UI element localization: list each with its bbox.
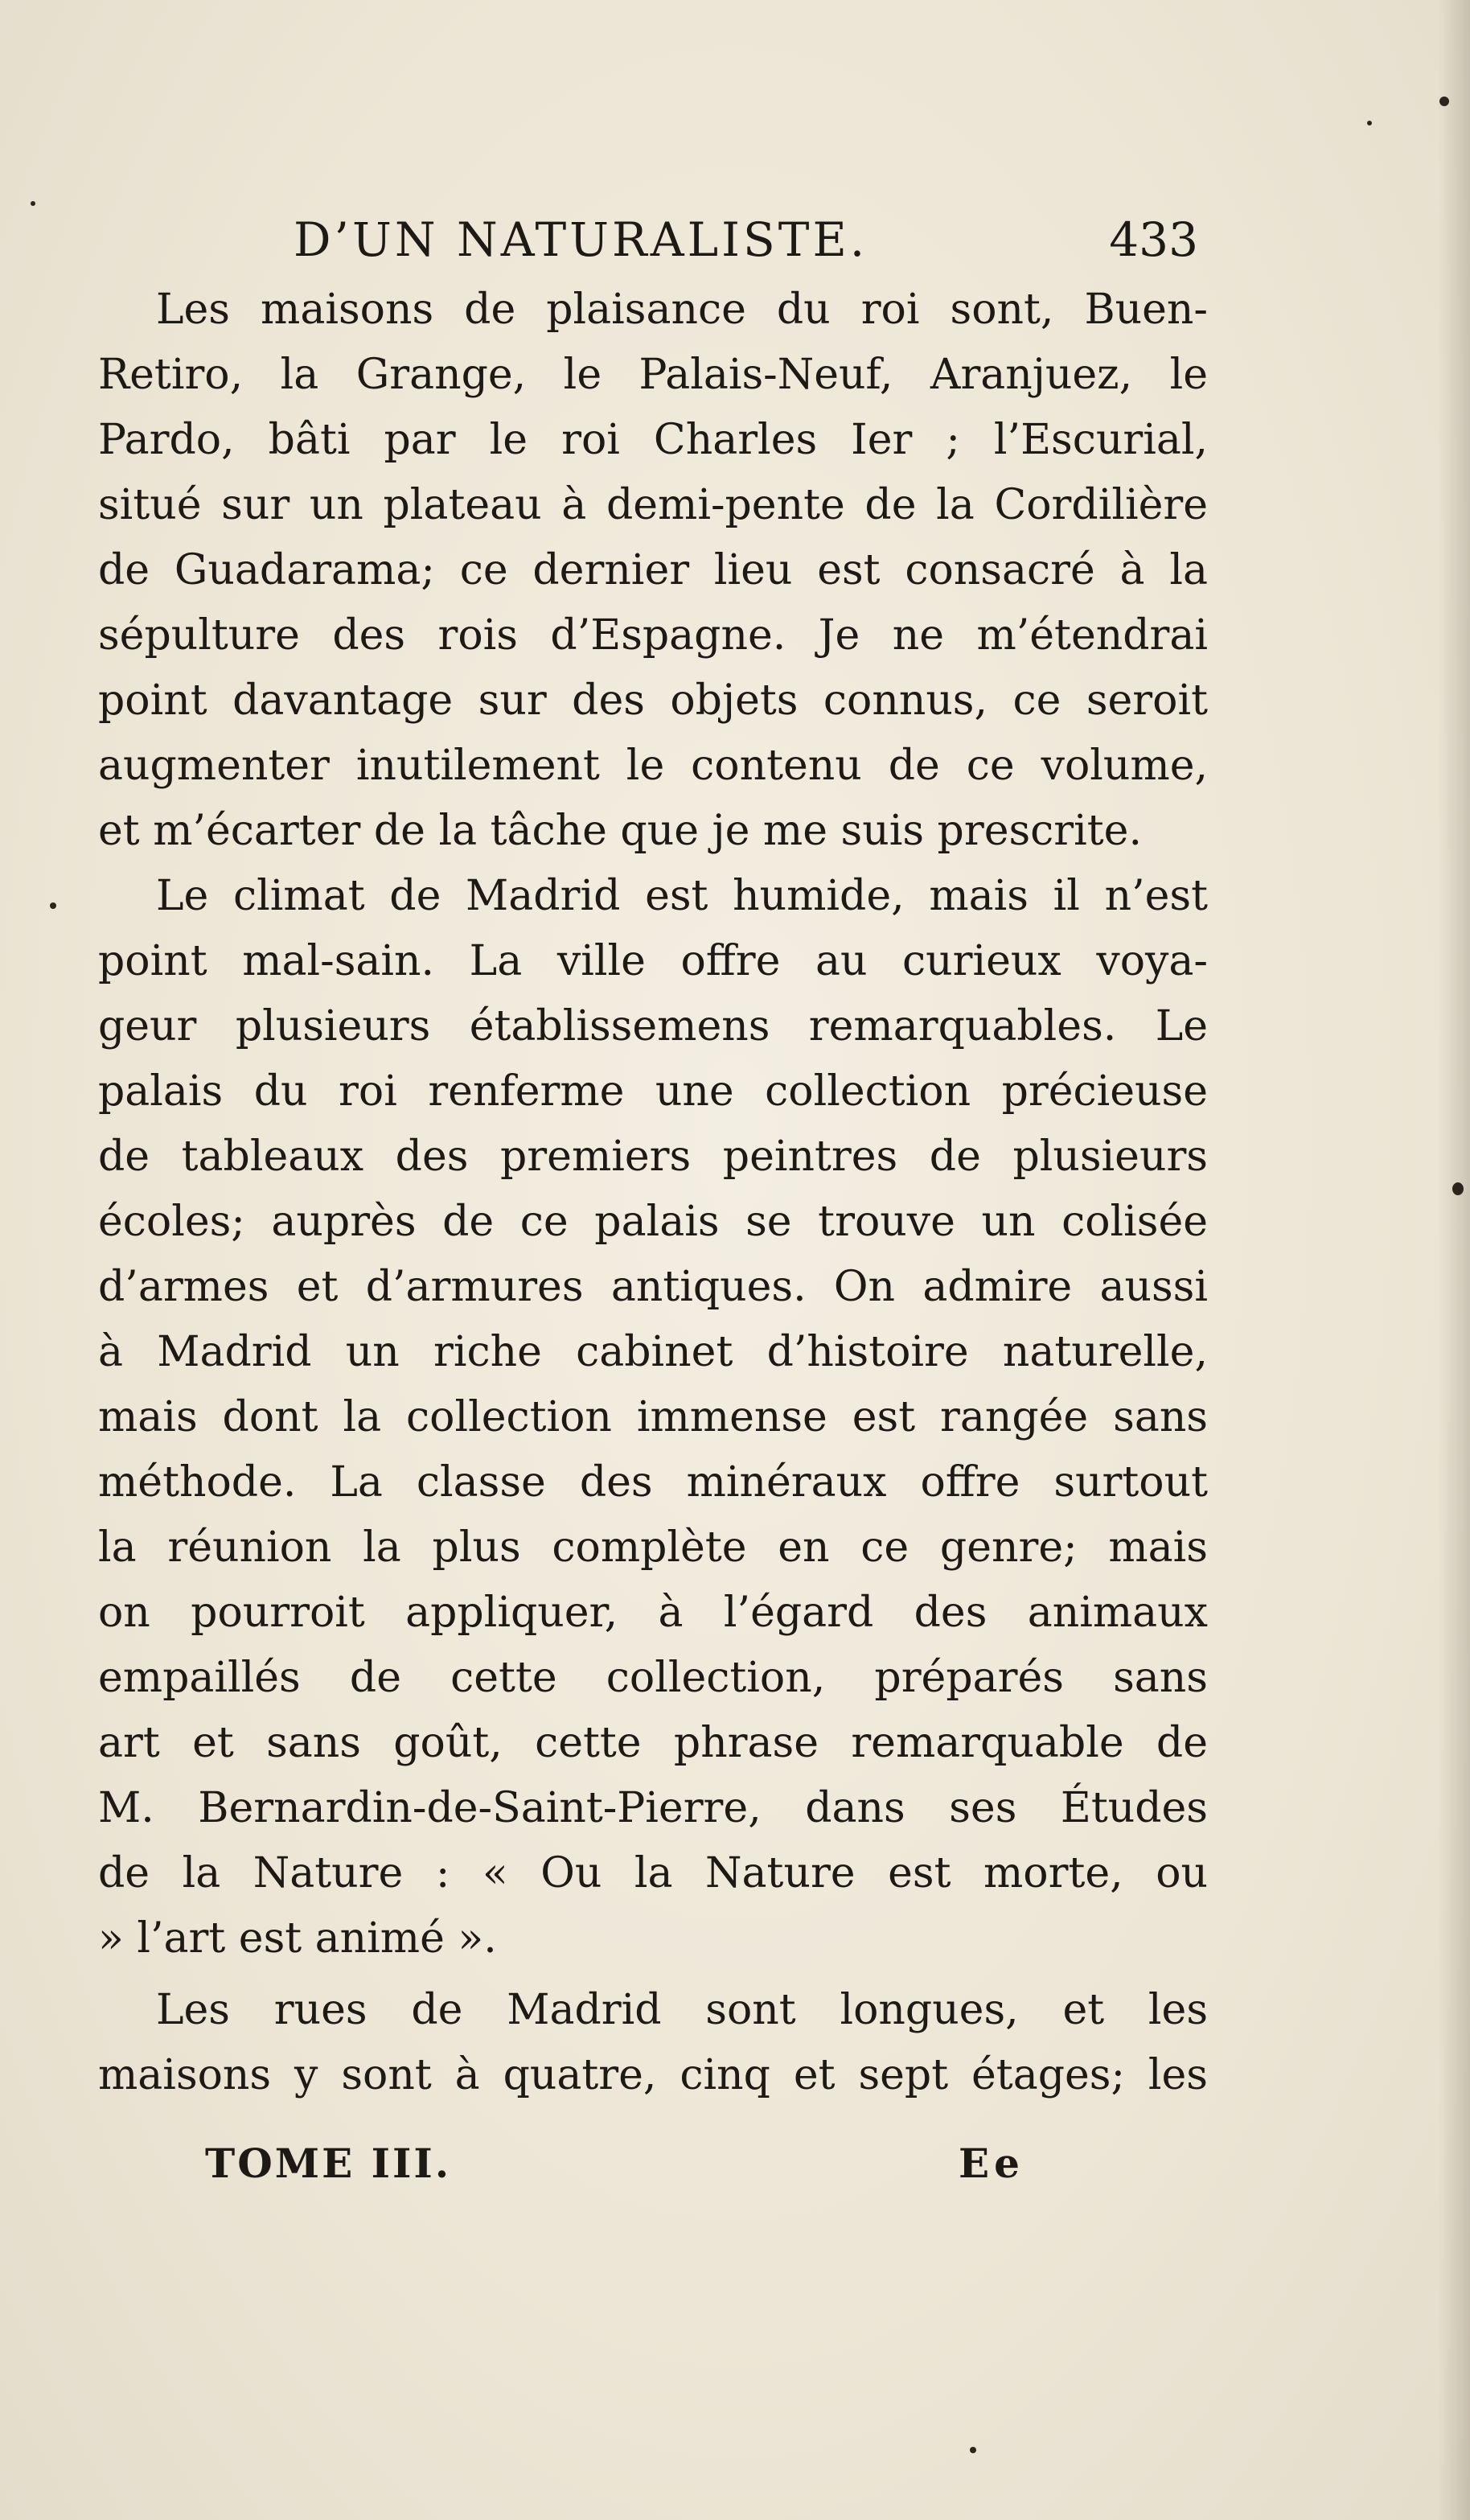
running-head: D’UN NATURALISTE. xyxy=(294,212,868,267)
ink-speck xyxy=(1452,1182,1464,1195)
text-line: point mal-sain. La ville offre au curieux voya- xyxy=(98,937,1208,985)
text-line: augmenter inutilement le contenu de ce volume, xyxy=(98,742,1208,790)
text-line: écoles; auprès de ce palais se trouve un colisée xyxy=(98,1198,1208,1246)
text-line: méthode. La classe des minéraux offre surtout xyxy=(98,1458,1208,1507)
text-line: Retiro, la Grange, le Palais-Neuf, Aranjuez, le xyxy=(98,351,1208,399)
text-line: de Guadarama; ce dernier lieu est consacré à la xyxy=(98,546,1208,594)
ink-speck xyxy=(50,902,56,909)
text-line: on pourroit appliquer, à l’égard des animaux xyxy=(98,1589,1208,1637)
text-line: sépulture des rois d’Espagne. Je ne m’étendrai xyxy=(98,611,1208,660)
signature-letters: Ee xyxy=(959,2140,1024,2187)
body-text xyxy=(98,277,1208,2108)
ink-speck xyxy=(970,2447,976,2453)
text-line: maisons y sont à quatre, cinq et sept étages; les xyxy=(98,2051,1208,2099)
text-line: la réunion la plus complète en ce genre; mais xyxy=(98,1523,1208,1572)
text-line: de tableaux des premiers peintres de plusieurs xyxy=(98,1133,1208,1181)
text-line: geur plusieurs établissemens remarquables. Le xyxy=(98,1002,1208,1050)
page-header xyxy=(145,208,1198,272)
text-line: Les rues de Madrid sont longues, et les xyxy=(156,1986,1208,2034)
ink-speck xyxy=(1367,121,1372,125)
text-line: de la Nature : « Ou la Nature est morte, ou xyxy=(98,1849,1208,1897)
text-line: » l’art est animé ». xyxy=(98,1914,497,1963)
text-line: Le climat de Madrid est humide, mais il n’est xyxy=(156,872,1208,920)
ink-speck xyxy=(1439,97,1449,106)
signature-mark: TOME III. xyxy=(205,2140,452,2187)
text-line: situé sur un plateau à demi-pente de la Cordilière xyxy=(98,481,1208,529)
page-number: 433 xyxy=(1109,212,1198,267)
text-line: Les maisons de plaisance du roi sont, Buen- xyxy=(156,286,1208,334)
text-line: point davantage sur des objets connus, ce seroit xyxy=(98,676,1208,725)
text-line: mais dont la collection immense est rangée sans xyxy=(98,1393,1208,1441)
text-line: M. Bernardin-de-Saint-Pierre, dans ses Études xyxy=(98,1784,1208,1832)
text-line: empaillés de cette collection, préparés sans xyxy=(98,1654,1208,1702)
text-line: art et sans goût, cette phrase remarquable de xyxy=(98,1719,1208,1767)
text-line: et m’écarter de la tâche que je me suis prescrite. xyxy=(98,807,1142,855)
text-line: palais du roi renferme une collection précieuse xyxy=(98,1067,1208,1116)
text-line: à Madrid un riche cabinet d’histoire naturelle, xyxy=(98,1328,1208,1376)
text-line: d’armes et d’armures antiques. On admire aussi xyxy=(98,1263,1208,1311)
page-edge-shadow xyxy=(1438,0,1470,2520)
ink-speck xyxy=(31,201,35,206)
text-line: Pardo, bâti par le roi Charles Ier ; l’Escurial, xyxy=(98,416,1208,464)
